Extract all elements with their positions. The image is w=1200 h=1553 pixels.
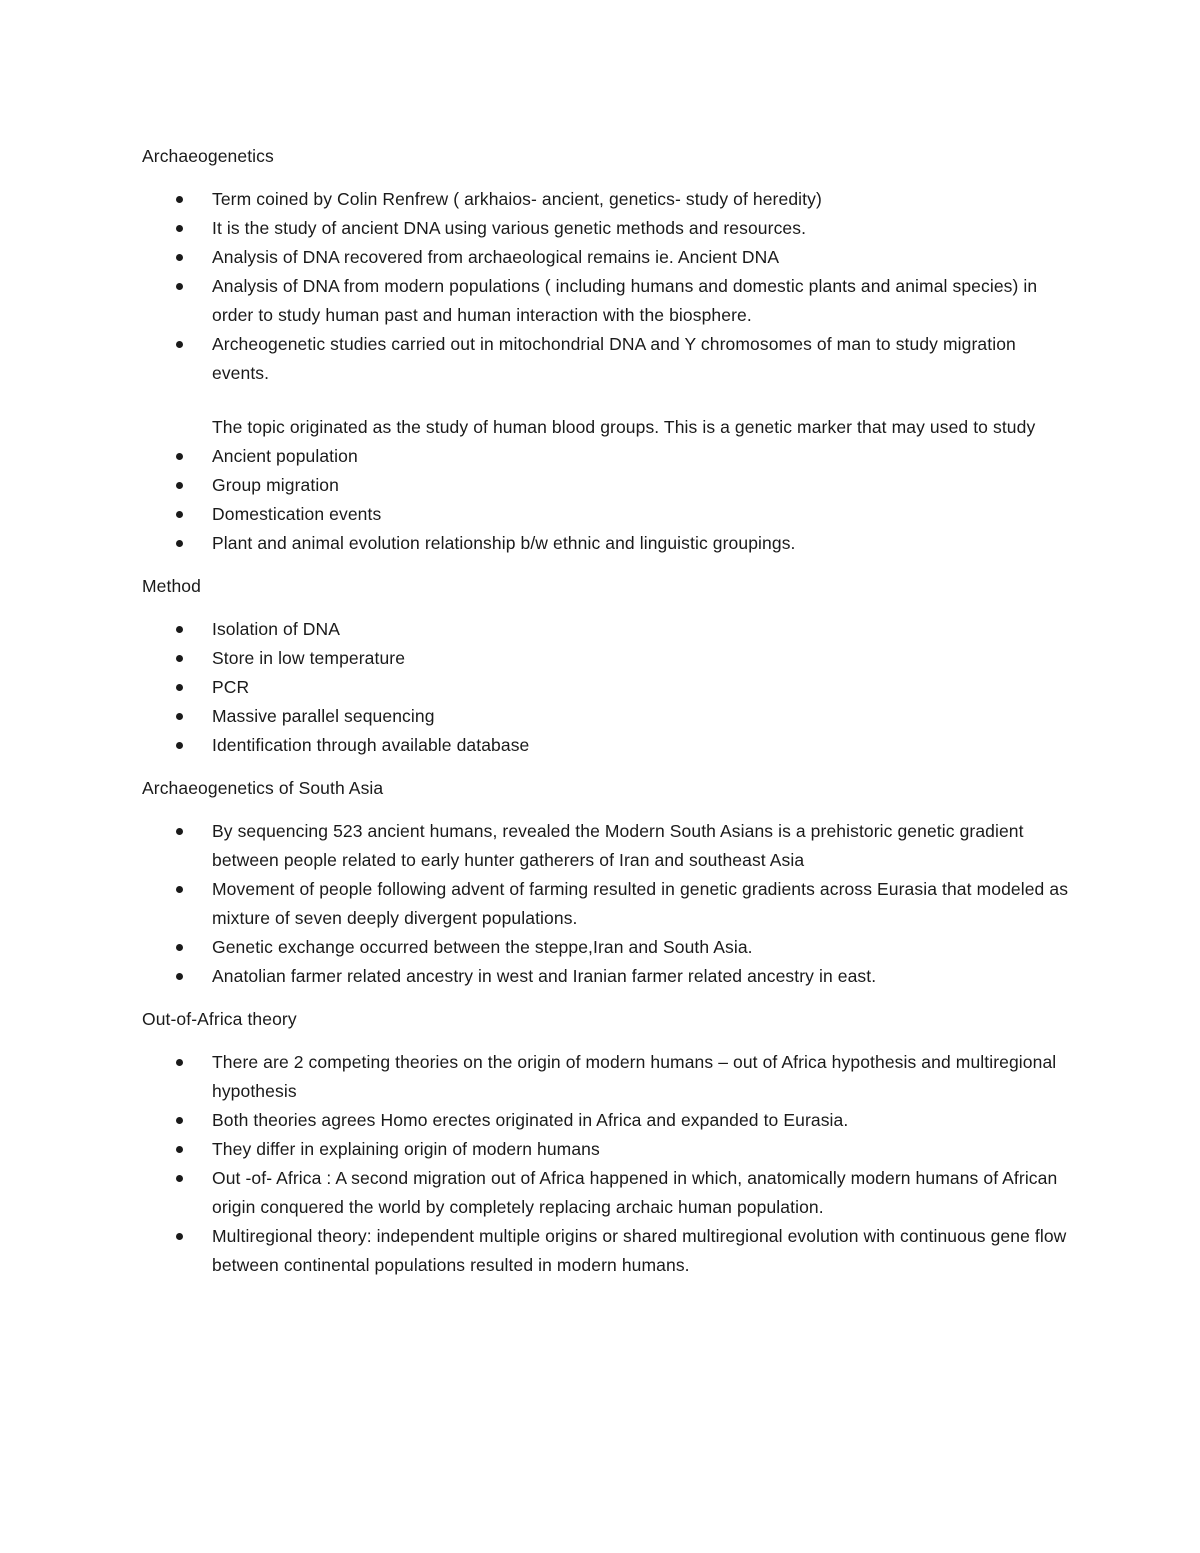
blood-groups-paragraph: The topic originated as the study of human blood groups. This is a genetic marker that may used to study — [212, 417, 1036, 437]
list-item: By sequencing 523 ancient humans, revealed the Modern South Asians is a prehistoric genetic gradient between people related to early hunter gatherers of Iran and southeast Asia — [212, 817, 1072, 875]
list-item: PCR — [212, 673, 1072, 702]
section-heading-archaeogenetics: Archaeogenetics — [142, 146, 274, 166]
list-item: Analysis of DNA recovered from archaeological remains ie. Ancient DNA — [212, 243, 1072, 272]
list-item: Archeogenetic studies carried out in mitochondrial DNA and Y chromosomes of man to study migration events. — [212, 330, 1072, 388]
list-item: Massive parallel sequencing — [212, 702, 1072, 731]
bullet-list-study-topics — [142, 442, 1072, 558]
list-item: Isolation of DNA — [212, 615, 1072, 644]
list-item: It is the study of ancient DNA using various genetic methods and resources. — [212, 214, 1072, 243]
list-item: Both theories agrees Homo erectes originated in Africa and expanded to Eurasia. — [212, 1106, 1072, 1135]
list-item: Genetic exchange occurred between the steppe,Iran and South Asia. — [212, 933, 1072, 962]
list-item: Movement of people following advent of farming resulted in genetic gradients across Eurasia that modeled as mixture of seven deeply divergent populations. — [212, 875, 1072, 933]
list-item: Anatolian farmer related ancestry in west and Iranian farmer related ancestry in east. — [212, 962, 1072, 991]
list-item: Plant and animal evolution relationship b/w ethnic and linguistic groupings. — [212, 529, 1072, 558]
section-heading-method: Method — [142, 576, 201, 596]
list-item: There are 2 competing theories on the origin of modern humans – out of Africa hypothesis and multiregional hypothesis — [212, 1048, 1072, 1106]
list-item: Multiregional theory: independent multiple origins or shared multiregional evolution with continuous gene flow between continental populations resulted in modern humans. — [212, 1222, 1072, 1280]
section-heading-south-asia: Archaeogenetics of South Asia — [142, 778, 384, 798]
bullet-list-south-asia — [142, 817, 1072, 991]
list-item: Group migration — [212, 471, 1072, 500]
list-item: Domestication events — [212, 500, 1072, 529]
list-item: Ancient population — [212, 442, 1072, 471]
list-item: Out -of- Africa : A second migration out of Africa happened in which, anatomically modern humans of African origin conquered the world by completely replacing archaic human population. — [212, 1164, 1072, 1222]
section-heading-out-of-africa: Out-of-Africa theory — [142, 1009, 297, 1029]
bullet-list-method — [142, 615, 1072, 760]
list-item: Analysis of DNA from modern populations ( including humans and domestic plants and animal species) in order to study human past and human interaction with the biosphere. — [212, 272, 1072, 330]
bullet-list-archaeogenetics — [142, 185, 1072, 388]
list-item: Store in low temperature — [212, 644, 1072, 673]
list-item: Term coined by Colin Renfrew ( arkhaios- ancient, genetics- study of heredity) — [212, 185, 1072, 214]
list-item: Identification through available database — [212, 731, 1072, 760]
list-item: They differ in explaining origin of modern humans — [212, 1135, 1072, 1164]
bullet-list-out-of-africa — [142, 1048, 1072, 1280]
document-body — [142, 142, 1072, 1294]
